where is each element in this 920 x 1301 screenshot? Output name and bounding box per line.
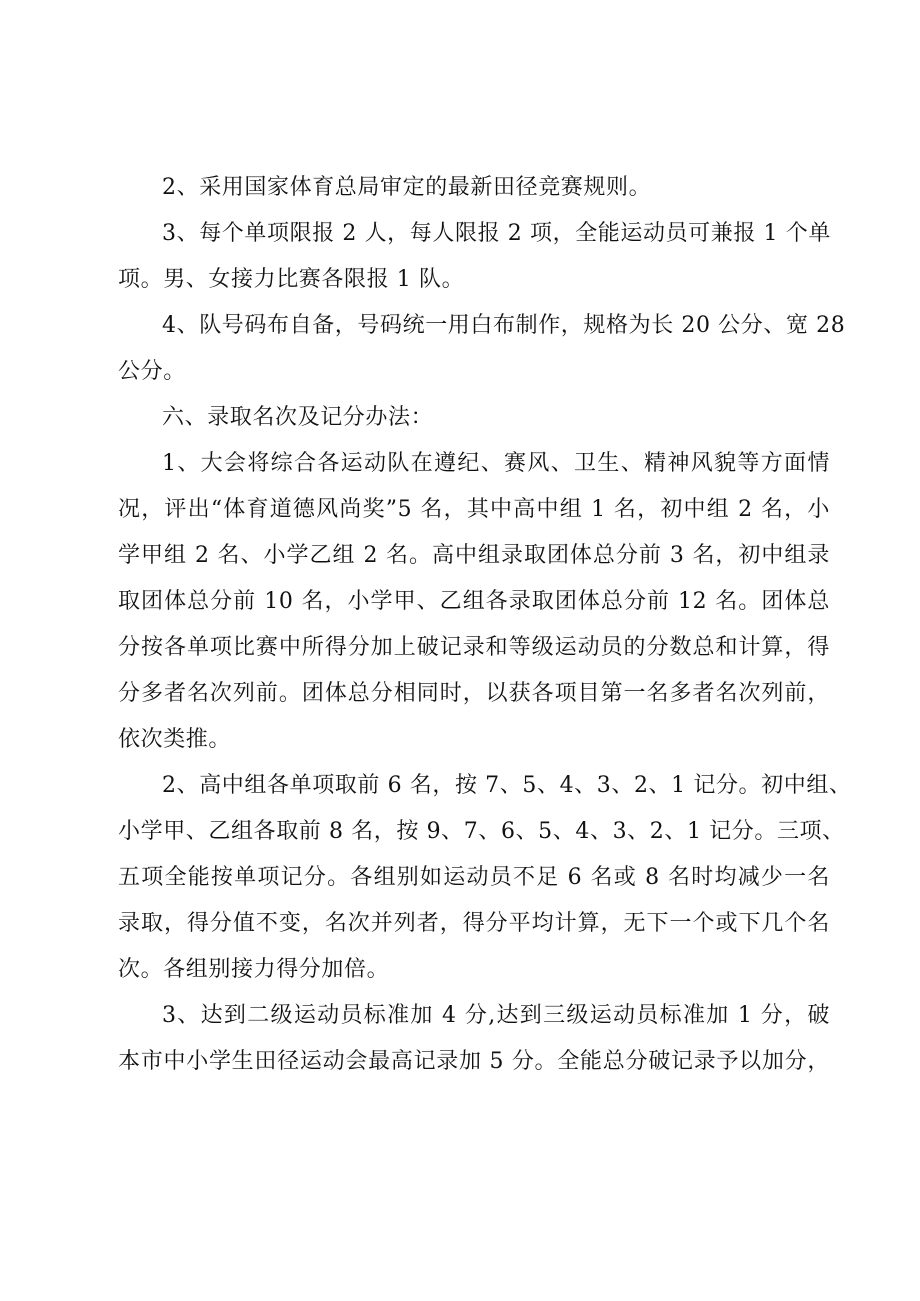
paragraph-scoring-3 [118,993,830,1085]
document-body [118,165,852,1085]
text-line: 本市中小学生田径运动会最高记录加 5 分。全能总分破记录予以加分， [118,1049,830,1074]
paragraph-scoring-1 [118,441,830,763]
section-heading-6 [118,395,830,441]
text-line: 2、高中组各单项取前 6 名，按 7、5、4、3、2、1 记分。初中组、 [162,773,852,798]
paragraph-rule-4 [118,303,846,395]
text-line: 1、大会将综合各运动队在遵纪、赛风、卫生、精神风貌等方面情 [162,451,830,476]
text-line: 3、每个单项限报 2 人，每人限报 2 项，全能运动员可兼报 1 个单 [162,221,831,246]
text-line: 分多者名次列前。团体总分相同时，以获各项目第一名多者名次列前， [118,681,830,706]
text-line: 况，评出“体育道德风尚奖”5 名，其中高中组 1 名，初中组 2 名，小 [118,497,830,522]
text-line: 取团体总分前 10 名，小学甲、乙组各录取团体总分前 12 名。团体总 [118,589,830,614]
text-line: 公分。 [118,359,186,384]
text-line: 学甲组 2 名、小学乙组 2 名。高中组录取团体总分前 3 名，初中组录 [118,543,830,568]
paragraph-rule-2 [118,165,830,211]
text-line: 分按各单项比赛中所得分加上破记录和等级运动员的分数总和计算，得 [118,635,830,660]
text-line: 五项全能按单项记分。各组别如运动员不足 6 名或 8 名时均减少一名 [118,865,830,890]
text-line: 2、采用国家体育总局审定的最新田径竞赛规则。 [162,175,652,200]
text-line: 4、队号码布自备，号码统一用白布制作，规格为长 20 公分、宽 28 [162,313,846,338]
text-line: 录取，得分值不变，名次并列者，得分平均计算，无下一个或下几个名 [118,911,830,936]
text-line: 次。各组别接力得分加倍。 [118,957,390,982]
text-line: 3、达到二级运动员标准加 4 分,达到三级运动员标准加 1 分，破 [162,1003,830,1028]
paragraph-rule-3 [118,211,830,303]
text-line: 依次类推。 [118,727,232,752]
text-line: 项。男、女接力比赛各限报 1 队。 [118,267,465,292]
text-line: 小学甲、乙组各取前 8 名，按 9、7、6、5、4、3、2、1 记分。三项、 [118,819,845,844]
text-line: 六、录取名次及记分办法： [162,405,434,430]
paragraph-scoring-2 [118,763,852,993]
